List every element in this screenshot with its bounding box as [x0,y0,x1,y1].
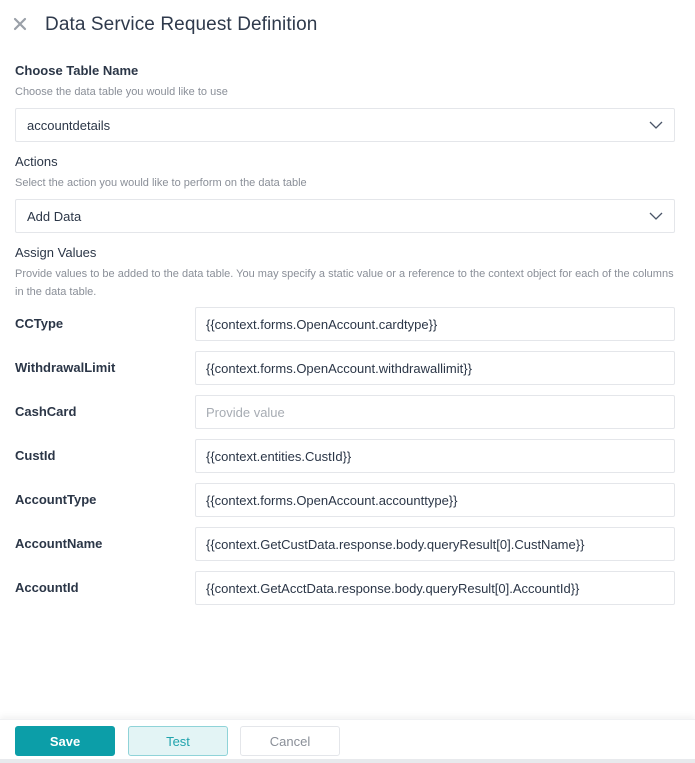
field-input-cashcard[interactable] [195,395,675,429]
panel-header [0,0,695,52]
close-icon [11,15,29,33]
test-button[interactable]: Test [128,726,228,756]
table-name-select[interactable] [15,108,675,142]
footer-divider [0,759,695,763]
actions-description: Select the action you would like to perform on the data table [15,177,307,189]
chevron-down-icon [649,211,663,221]
field-input-cctype[interactable] [195,307,675,341]
table-name-value: accountdetails [27,118,111,133]
field-label-cashcard: CashCard [15,404,77,419]
field-input-custid[interactable] [195,439,675,473]
table-name-label: Choose Table Name [15,63,139,78]
actions-value: Add Data [27,209,82,224]
field-input-accounttype[interactable] [195,483,675,517]
field-label-accountid: AccountId [15,580,79,595]
cancel-button[interactable]: Cancel [240,726,340,756]
assign-values-label: Assign Values [15,245,97,260]
chevron-down-icon [649,120,663,130]
field-label-accounttype: AccountType [15,492,97,507]
table-name-description: Choose the data table you would like to use [15,86,228,98]
assign-values-description: Provide values to be added to the data table. You may specify a static value or a reference to the context object for each of the columns in the data table. [15,268,674,298]
save-button[interactable]: Save [15,726,115,756]
field-input-accountname[interactable] [195,527,675,561]
actions-label: Actions [15,154,58,169]
footer-bar [0,719,695,759]
close-button[interactable] [11,15,29,33]
field-label-withdrawallimit: WithdrawalLimit [15,360,116,375]
field-label-accountname: AccountName [15,536,103,551]
field-label-custid: CustId [15,448,56,463]
actions-select[interactable] [15,199,675,233]
field-input-accountid[interactable] [195,571,675,605]
field-input-withdrawallimit[interactable] [195,351,675,385]
field-label-cctype: CCType [15,316,64,331]
page-title: Data Service Request Definition [45,14,318,35]
